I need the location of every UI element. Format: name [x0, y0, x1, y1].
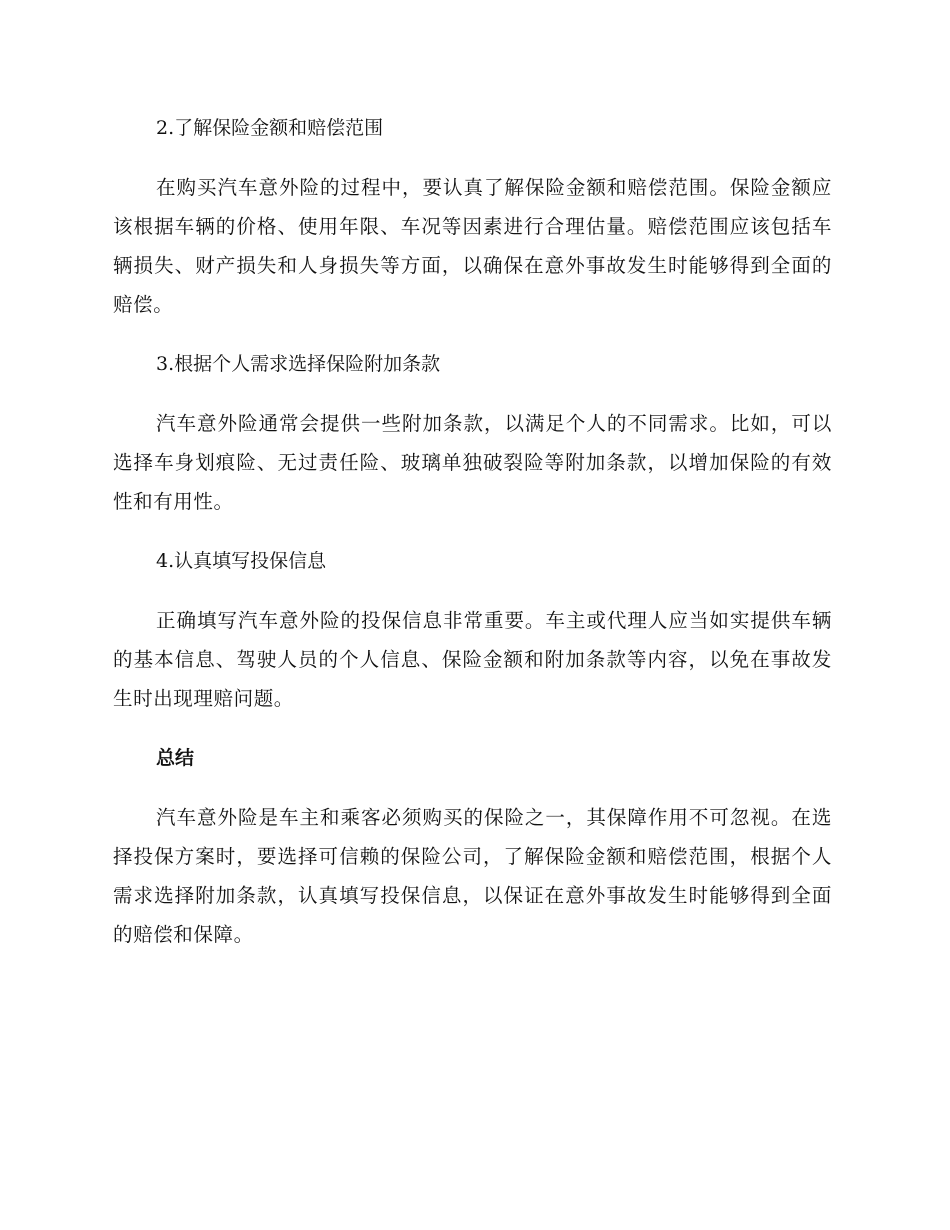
- summary-body: 汽车意外险是车主和乘客必须购买的保险之一，其保障作用不可忽视。在选择投保方案时，要选择可信赖的保险公司，了解保险金额和赔偿范围，根据个人需求选择附加条款，认真填写投保信息，以保证在意外事故发生时能够得到全面的赔偿和保障。: [113, 806, 832, 946]
- section-heading-fill-information: 4.认真填写投保信息: [156, 550, 327, 572]
- section-heading-insurance-amount: 2.了解保险金额和赔偿范围: [156, 117, 384, 139]
- summary-heading: 总结: [156, 747, 195, 769]
- section-body-insurance-amount: 在购买汽车意外险的过程中，要认真了解保险金额和赔偿范围。保险金额应该根据车辆的价格、使用年限、车况等因素进行合理估量。赔偿范围应该包括车辆损失、财产损失和人身损失等方面，以确保在意外事故发生时能够得到全面的赔偿。: [113, 176, 832, 316]
- document-page: [113, 108, 832, 974]
- section-body-additional-clauses: 汽车意外险通常会提供一些附加条款，以满足个人的不同需求。比如，可以选择车身划痕险、无过责任险、玻璃单独破裂险等附加条款，以增加保险的有效性和有用性。: [113, 412, 832, 513]
- section-body-fill-information: 正确填写汽车意外险的投保信息非常重要。车主或代理人应当如实提供车辆的基本信息、驾驶人员的个人信息、保险金额和附加条款等内容，以免在事故发生时出现理赔问题。: [113, 609, 832, 710]
- section-heading-additional-clauses: 3.根据个人需求选择保险附加条款: [156, 353, 441, 375]
